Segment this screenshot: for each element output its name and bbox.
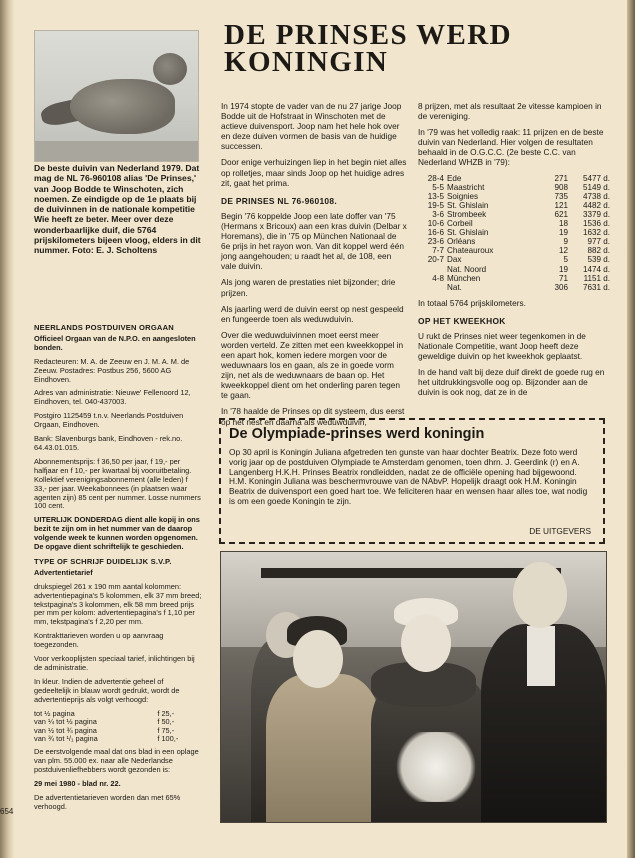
result-position: 908 (554, 182, 568, 192)
result-position: 18 (558, 219, 568, 229)
photo-head-princess (401, 614, 451, 672)
article-paragraph: U rukt de Prinses niet weer tegenkomen in de Nationale Competitie, want Joop heeft deze geweldige duivin op het kweekhok geplaatst. (418, 330, 586, 362)
table-row (34, 735, 202, 744)
announcement-box (219, 418, 605, 544)
royal-visit-photo (220, 551, 607, 823)
table-row (418, 274, 610, 283)
result-place: Soignies (447, 191, 479, 201)
article-paragraph: 8 prijzen, met als resultaat 2e vitesse kampioen in de vereniging. (418, 101, 602, 122)
result-points: 4482 d. (582, 200, 610, 210)
price-value: f 50,- (157, 717, 175, 727)
price-label: van ¾ tot ¹/₁ pagina (34, 734, 98, 744)
table-row (418, 219, 610, 228)
table-row (418, 237, 610, 246)
article-paragraph: Als jong waren de prestaties niet bijzonder; drie prijzen. (221, 277, 396, 298)
result-date: 20-7 (427, 255, 444, 265)
result-position: 5 (563, 255, 568, 265)
page-binding-shadow (0, 0, 14, 858)
result-position: 12 (558, 246, 568, 256)
photo-ceiling-beam (261, 568, 561, 578)
result-date: 4-8 (432, 273, 444, 283)
announcement-signature: DE UITGEVERS (529, 526, 591, 536)
price-label: van ¼ tot ½ pagina (34, 717, 97, 727)
table-row (418, 228, 610, 237)
colophon-redacteuren: Redacteuren: M. A. de Zeeuw en J. M. A. M. de Zeeuw. Postadres: Postbus 256, 5600 AG Eindhoven. (34, 356, 190, 384)
result-place: Corbeil (447, 219, 473, 229)
photo-head-guide (293, 630, 343, 688)
article-paragraph: Begin '76 koppelde Joop een late doffer van '75 (Hermans x Bricoux) aan een kras duivin (Delbar x Horemans), die in '75 op München Nationaal de 6e prijs in het rayon won. Van dit koppel werd één jong aangehouden; u raadt het al, de 108, een vale duivin. (221, 210, 407, 272)
result-points: 977 d. (587, 237, 610, 247)
result-place: Maastricht (447, 182, 485, 192)
price-label: tot ½ pagina (34, 708, 75, 718)
article-paragraph: Door enige verhuizingen liep in het begin niet alles op rolletjes, maar sinds Joop op het huidige adres zit, gaat het prima. (221, 157, 407, 188)
article-paragraph: In 1974 stopte de vader van de nu 27 jarige Joop Bodde uit de Hofstraat in Winschoten met de actieve duivensport. Joop nam het hele hok over en deze duiven vormen de basis van de huidige successen. (221, 101, 402, 152)
result-position: 621 (554, 209, 568, 219)
colour-price-table (34, 710, 202, 744)
article-subheading: DE PRINSES NL 76-960108. (221, 195, 337, 206)
pigeon-body-shape (70, 79, 175, 134)
colophon-bank: Bank: Slavenburgs bank, Eindhoven - rek.no. 64.43.01.015. (34, 434, 183, 452)
table-row (418, 246, 610, 255)
article-paragraph: Over die weduwduivinnen moet eerst meer worden verteld. Ze zitten met een kweekkoppel in een apart hok, komen iedere morgen voor de weduwnaars los en gaan, als ze in goede vorm zijn, net als de weduwnaars de baan op. Het kweekkoppel dient om het onderling paren tegen te gaan. (221, 329, 404, 401)
result-position: 271 (554, 173, 568, 183)
price-value: f 100,- (157, 734, 179, 744)
result-place: St. Ghislain (447, 200, 489, 210)
table-row (418, 201, 610, 210)
pigeon-photo (34, 30, 199, 162)
table-row (418, 283, 610, 292)
result-date: 13-5 (427, 191, 444, 201)
colophon-postgiro: Postgiro 1125459 t.n.v. Neerlands Postduiven Orgaan, Eindhoven. (34, 411, 184, 430)
result-points: 4738 d. (582, 191, 610, 201)
result-points: 5149 d. (582, 182, 610, 192)
result-date: 3-6 (432, 209, 444, 219)
pigeon-photo-caption: De beste duivin van Nederland 1979. Dat mag de NL 76-960108 alias 'De Prinses,' van Joop Bodde te Winschoten, zich noemen. Ze eindigde op de 1e plaats bij de duivinnen in de nationale kompetitie Wie heeft ze beter. Meer over deze wonderbaarlijke duif, die 5764 prijskilometers bijeen vloog, elders in dit nummer. Foto: E. J. Scholtens (34, 163, 201, 256)
table-row (418, 192, 610, 201)
result-points: 1474 d. (582, 264, 610, 274)
colophon-organ: Officieel Orgaan van de N.P.O. en aangesloten bonden. (34, 333, 196, 352)
result-place: Chateauroux (447, 246, 494, 256)
result-points: 7631 d. (582, 282, 610, 292)
result-place: Orléans (447, 237, 476, 247)
result-points: 882 d. (587, 246, 610, 256)
photo-shirt-right (527, 626, 555, 686)
result-points: 3379 d. (582, 209, 610, 219)
result-points: 1536 d. (582, 219, 610, 229)
photo-person-guide (266, 674, 381, 822)
result-points: 5477 d. (582, 173, 610, 183)
price-value: f 25,- (157, 708, 175, 718)
colophon-abonnement: Abonnementsprijs: f 36,50 per jaar, f 19,- per halfjaar en f 10,- per kwartaal bij vooruitbetaling. Kollektief verenigingsabonnement (alle leden) f 33,- per jaar. Weekabonnees (in plaatsen waar agenten zijn) 85 cent per nummer. Losse nummers 100 cent. (34, 456, 201, 511)
result-place: Nat. (447, 282, 462, 292)
colophon-verhoogd: De advertentietarieven worden dan met 65% verhoogd. (34, 792, 181, 811)
result-place: St. Ghislain (447, 228, 489, 238)
result-date: 10-6 (427, 219, 444, 229)
article-column-2 (418, 101, 610, 404)
colophon-kontrakt: Kontrakttarieven worden u op aanvraag toegezonden. (34, 631, 164, 650)
page-number: 654 (0, 807, 14, 816)
colophon (34, 318, 202, 816)
article-subheading: OP HET KWEEKHOK (418, 315, 506, 326)
page-edge-shadow (627, 0, 635, 858)
result-place: Ede (447, 173, 462, 183)
result-date: 19-5 (427, 200, 444, 210)
result-position: 71 (558, 273, 568, 283)
photo-flower-bouquet (391, 732, 481, 802)
article-paragraph: In '79 was het volledig raak: 11 prijzen en de beste duivin van Nederland. Hier volgen de resultaten behaald in de O.G.C.C. (2e beste C.C. van Nederland WHZB in '79): (418, 127, 604, 168)
result-date (418, 283, 447, 292)
colophon-type-notice: TYPE OF SCHRIJF DUIDELIJK S.V.P. (34, 556, 172, 566)
result-date: 28-4 (427, 173, 444, 183)
result-position: 121 (554, 200, 568, 210)
result-position: 19 (558, 228, 568, 238)
article-title-line2: KONINGIN (224, 46, 389, 78)
colophon-tarief-heading: Advertentietarief (34, 567, 93, 577)
result-place: Nat. Noord (447, 264, 487, 274)
pigeon-ground-shape (35, 141, 198, 161)
result-points: 1151 d. (583, 273, 610, 283)
table-row (418, 183, 610, 192)
photo-head-right (513, 562, 567, 628)
result-position: 9 (563, 237, 568, 247)
article-paragraph: In '78 haalde de Prinses op dit systeem, dus eerst op het nest en daarna als weduwduivin, (221, 406, 405, 427)
colophon-administratie: Adres van administratie: Nieuwe' Fellenoord 12, Eindhoven, tel. 040-437003. (34, 388, 191, 407)
table-row (418, 255, 610, 264)
table-row (418, 174, 610, 183)
announcement-title: De Olympiade-prinses werd koningin (229, 426, 485, 442)
result-date: 5-5 (432, 182, 444, 192)
result-place: München (447, 273, 481, 283)
article-paragraph: In de hand valt bij deze duif direkt de goede rug en het uitdrukkingsvolle oog op. Bijzonder aan de duivin is ook nog, dat ze in de (418, 367, 605, 398)
result-date: 16-6 (427, 228, 444, 238)
table-row (418, 210, 610, 219)
result-date (418, 265, 447, 274)
article-title (224, 19, 614, 78)
result-points: 539 d. (587, 255, 610, 265)
article-total: In totaal 5764 prijskilometers. (418, 297, 526, 308)
table-row (418, 265, 610, 274)
result-position: 306 (554, 282, 568, 292)
result-date: 7-7 (432, 246, 444, 256)
article-title-line1: DE PRINSES WERD (224, 19, 512, 51)
colophon-heading: NEERLANDS POSTDUIVEN ORGAAN (34, 323, 174, 332)
result-date: 23-6 (427, 237, 444, 247)
result-position: 735 (554, 191, 568, 201)
result-points: 1632 d. (582, 228, 610, 238)
colophon-kleur: In kleur. Indien de advertentie geheel of gedeeltelijk in blauw wordt gedrukt, wordt de advertentieprijs als volgt verhoogd: (34, 676, 180, 704)
pigeon-head-shape (153, 53, 187, 85)
colophon-tarief: drukspiegel 261 x 190 mm aantal kolommen: advertentiepagina's 5 kolommen, elk 37 mm breed; tekstpagina's 3 kolommen, elk 58 mm breed prijs per mm per kolom: advertentiepagina's f 1,10 per mm, tekstpagina's f 2,20 per mm. (34, 581, 202, 627)
article-column-1 (221, 101, 407, 433)
article-paragraph: Als jaarling werd de duivin eerst op nest gespeeld en fungeerde toen als weduwduivin. (221, 303, 404, 324)
result-position: 19 (558, 264, 568, 274)
price-label: van ½ tot ¾ pagina (34, 725, 97, 735)
results-table (418, 174, 610, 292)
colophon-verkoop: Voor verkooplijsten speciaal tarief, inlichtingen bij de administratie. (34, 654, 195, 672)
colophon-deadline: UITERLIJK DONDERDAG dient alle kopij in ons bezit te zijn om in het nummer van de daarop volgende week te kunnen worden opgenomen. De opgave dient schriftelijk te geschieden. (34, 515, 200, 552)
result-place: Strombeek (447, 209, 487, 219)
colophon-oplage: De eerstvolgende maal dat ons blad in een oplage van plm. 55.000 ex. naar alle Nederlandse postduivenliefhebbers wordt gezonden is: (34, 747, 199, 774)
announcement-body: Op 30 april is Koningin Juliana afgetreden ten gunste van haar dochter Beatrix. Deze foto werd vorig jaar op de postduiven Olympiade te Amsterdam genomen, toen dhrn. J. Geerdink (r) en A. Langenberg H.K.H. Prinses Beatrix rondleidden, nadat ze de officiële opening had bijgewoond. H.M. Koningin Juliana was beschermvrouwe van de NAbvP. Hopelijk draagt ook H.M. Koningin Beatrix de duivensport een goed hart toe. We feliciteren haar en wensen haar alles toe, wat nodig is om een goede Koningin te zijn. (229, 447, 588, 506)
colophon-datum: 29 mei 1980 - blad nr. 22. (34, 778, 121, 788)
price-value: f 75,- (157, 725, 175, 735)
result-place: Dax (447, 255, 462, 265)
